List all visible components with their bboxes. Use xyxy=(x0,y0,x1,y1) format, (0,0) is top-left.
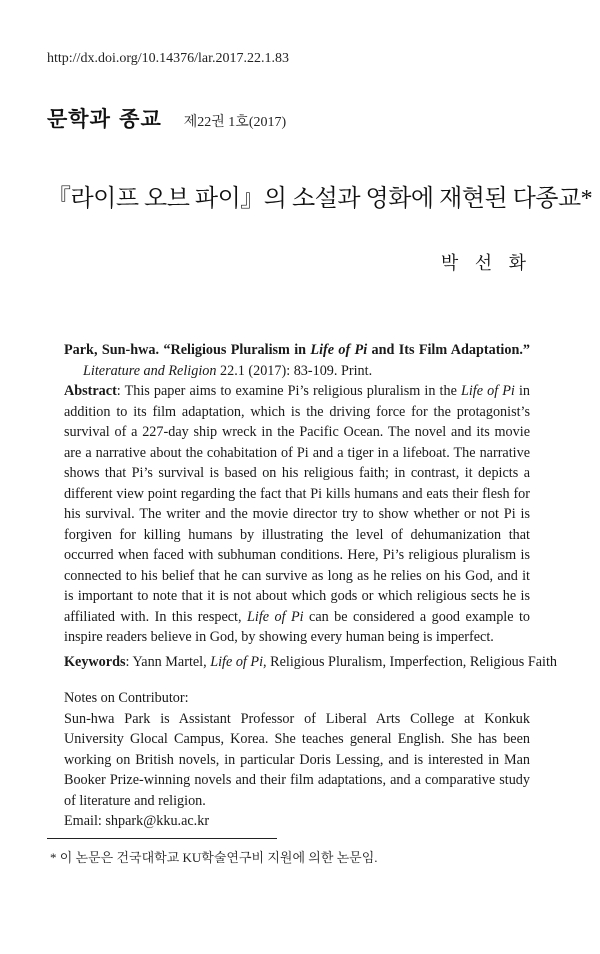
citation-title-italic: Life of Pi xyxy=(310,342,368,358)
citation-line2 xyxy=(64,361,530,382)
footnote: * 이 논문은 건국대학교 KU학술연구비 지원에 의한 논문임. xyxy=(50,850,378,865)
abstract-italic-2: Life of Pi xyxy=(246,608,304,625)
citation-journal: Literature and Religion xyxy=(83,362,217,379)
abstract xyxy=(64,381,530,648)
abstract-text-1: : This paper aims to examine Pi’s religious pluralism in the xyxy=(116,383,457,399)
keywords xyxy=(64,652,557,673)
citation-line1 xyxy=(64,340,530,361)
abstract-text-2: in addition to its film adaptation, which is the driving force for the protagonist’s survival of a 227-day ship wreck in the Pacific Ocean. The novel and its movie are a narrative about the cohabitation of Pi and a tiger in a lifeboat. The narrative shows that Pi’s survival is based on his religious faith; in contrast, it depicts a different view point regarding the fact that Pi kills humans and eats their flesh for his survival. The writer and the movie director try to show whether or not Pi is forgiven for killing humans by illustrating the level of dehumanization that occurred when faced with subhuman conditions. Here, Pi’s religious pluralism is connected to his belief that he can survive as long as he relies on his God, and it is important to note that it is not about which gods or which religious sects he is affiliated with. In this respect, xyxy=(64,383,530,625)
contributor-bio: Sun-hwa Park is Assistant Professor of Liberal Arts College at Konkuk University Glocal Campus, Korea. She teaches general English. She has been working on British novels, in particular Doris Lessing, and is interested in Man Booker Prize-winning novels and their film adaptations, and a comparative study of literature and religion. xyxy=(64,710,530,809)
contributor-notes xyxy=(64,688,530,832)
journal-logo: 문학과 종교 xyxy=(47,107,162,131)
author-name: 박 선 화 xyxy=(440,253,532,273)
doi-link[interactable]: http://dx.doi.org/10.14376/lar.2017.22.1.83 xyxy=(47,51,290,66)
citation-authors: Park, Sun-hwa. xyxy=(64,342,160,358)
footnote-divider xyxy=(47,838,277,839)
contributor-heading: Notes on Contributor: xyxy=(64,690,189,706)
citation xyxy=(64,340,530,381)
article-title: 『라이프 오브 파이』의 소설과 영화에 재현된 다종교* xyxy=(47,186,593,212)
contributor-email[interactable]: Email: shpark@kku.ac.kr xyxy=(64,813,210,829)
citation-details: 22.1 (2017): 83-109. Print. xyxy=(220,362,373,379)
abstract-text-3: can be considered a good example to inspire readers believe in God, by showing every human being is imperfect. xyxy=(64,608,531,645)
citation-title-before: “Religious Pluralism in xyxy=(163,342,307,358)
journal-header xyxy=(47,103,286,133)
keywords-label: Keywords xyxy=(64,654,126,670)
issue-info: 제22권 1호(2017) xyxy=(183,115,287,130)
keywords-italic: Life of Pi xyxy=(210,654,264,670)
abstract-label: Abstract xyxy=(64,383,117,399)
citation-title-after: and Its Film Adaptation.” xyxy=(371,342,530,358)
keywords-text-1: : Yann Martel, xyxy=(125,654,207,670)
abstract-italic-1: Life of Pi xyxy=(460,383,515,399)
keywords-text-2: , Religious Pluralism, Imperfection, Religious Faith xyxy=(263,654,557,670)
